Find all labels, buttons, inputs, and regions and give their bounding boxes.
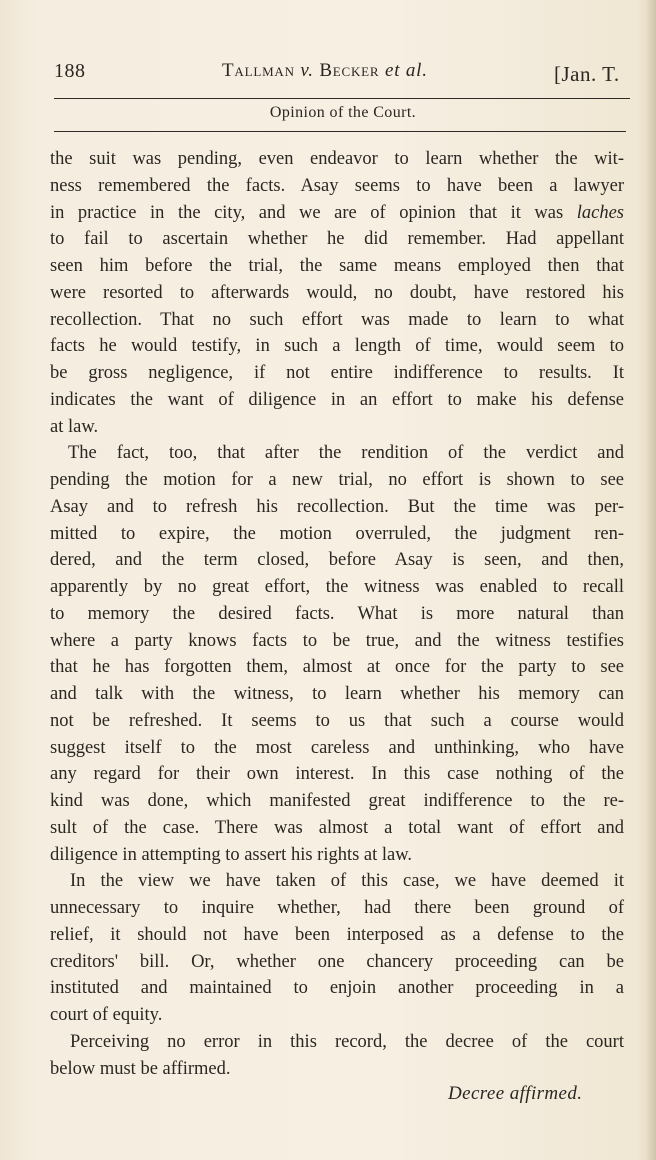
laches-word: laches xyxy=(576,202,624,223)
text-line: seen him before the trial, the same means employed then that xyxy=(50,256,624,276)
text-line: that he has forgotten them, almost at once for the party to see xyxy=(50,657,624,678)
running-header xyxy=(54,58,634,92)
text-line: relief, it should not have been interposed as a defense to the xyxy=(50,924,624,945)
text-line: unnecessary to inquire whether, had there been ground of xyxy=(50,898,624,918)
text-line: and talk with the witness, to learn whether his memory can xyxy=(50,684,624,704)
text-line: be gross negligence, if not entire indifference to results. It xyxy=(50,363,624,383)
text-line: the suit was pending, even endeavor to learn whether the wit- xyxy=(50,149,624,169)
text-line: kind was done, which manifested great indifference to the re- xyxy=(50,791,624,811)
text-line: mitted to expire, the motion overruled, the judgment ren- xyxy=(50,523,624,544)
text-line: diligence in attempting to assert his rights at law. xyxy=(50,844,413,865)
text-line: to fail to ascertain whether he did remember. Had appellant xyxy=(50,229,624,250)
text-line: were resorted to afterwards would, no doubt, have restored his xyxy=(50,282,624,303)
court-term: [Jan. T. xyxy=(554,62,620,86)
text-line: court of equity. xyxy=(50,1005,163,1025)
closing-decree: Decree affirmed. xyxy=(448,1083,583,1104)
opinion-text xyxy=(50,146,624,1082)
text-line: not be refreshed. It seems to us that such a course would xyxy=(50,710,624,731)
text-line: indicates the want of diligence in an effort to make his defense xyxy=(50,389,624,410)
text-line: suggest itself to the most careless and unthinking, who have xyxy=(50,737,624,758)
text-line: to memory the desired facts. What is more natural than xyxy=(50,603,624,624)
et-al: et al. xyxy=(384,60,428,81)
text-line: facts he would testify, in such a length of time, would seem to xyxy=(50,336,624,357)
header-rule-top xyxy=(54,98,630,99)
text-line: Asay and to refresh his recollection. But the time was per- xyxy=(50,496,624,517)
page-gutter-shadow xyxy=(646,0,656,1160)
section-heading: Opinion of the Court. xyxy=(269,104,417,121)
text-line: In the view we have taken of this case, we have deemed it xyxy=(70,871,624,892)
text-line: where a party knows facts to be true, and the witness testifies xyxy=(50,630,624,651)
text-line: instituted and maintained to enjoin another proceeding in a xyxy=(50,978,624,999)
page-number: 188 xyxy=(54,60,86,82)
party-one: Tallman xyxy=(222,60,295,81)
text-line: at law. xyxy=(50,416,99,437)
text-line: Perceiving no error in this record, the decree of the court xyxy=(70,1031,624,1052)
running-title xyxy=(222,60,428,82)
text-line: below must be affirmed. xyxy=(50,1058,231,1079)
versus: v. xyxy=(300,60,314,81)
text-line: recollection. That no such effort was made to learn to what xyxy=(50,309,624,330)
text-line: dered, and the term closed, before Asay is seen, and then, xyxy=(50,550,624,571)
text-line: ness remembered the facts. Asay seems to have been a lawyer xyxy=(50,175,624,196)
text-line: any regard for their own interest. In this case nothing of the xyxy=(50,764,624,785)
text-line: creditors' bill. Or, whether one chancery proceeding can be xyxy=(50,951,624,972)
text-line: apparently by no great effort, the witness was enabled to recall xyxy=(50,577,624,597)
text-line: sult of the case. There was almost a total want of effort and xyxy=(50,817,624,838)
party-two: Becker xyxy=(319,60,380,81)
header-rule-bottom xyxy=(54,131,626,132)
text-line: pending the motion for a new trial, no effort is shown to see xyxy=(50,470,624,490)
text-line: in practice in the city, and we are of opinion that it was laches xyxy=(50,202,624,223)
text-line: The fact, too, that after the rendition of the verdict and xyxy=(68,443,624,464)
